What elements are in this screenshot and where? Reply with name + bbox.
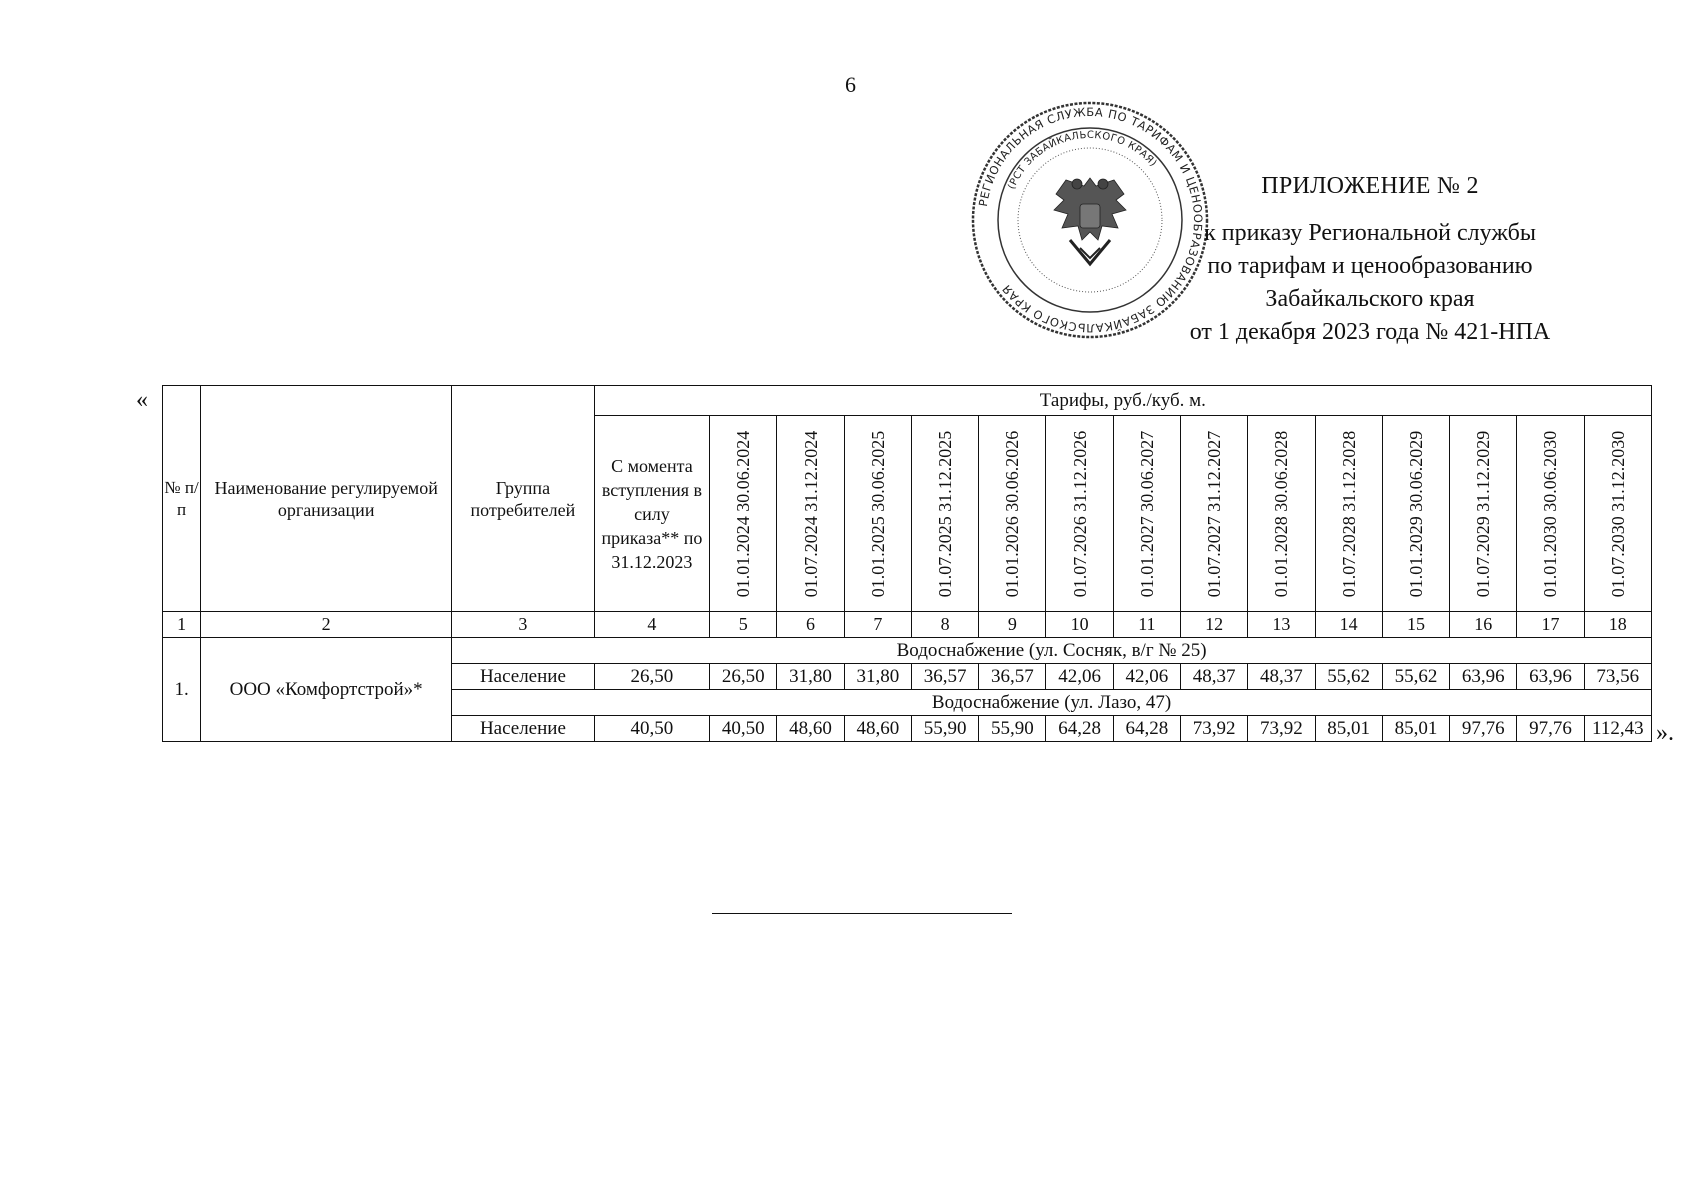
header-consumer-group: Группа потребителей: [452, 386, 595, 612]
consumer-group: Население: [452, 716, 595, 742]
appendix-line-2: по тарифам и ценообразованию: [1207, 253, 1533, 279]
tariff-cell: 48,37: [1181, 664, 1248, 690]
header-no: № п/п: [163, 386, 201, 612]
organization-name: ООО «Комфортстрой»*: [201, 638, 452, 742]
appendix-line-4: от 1 декабря 2023 года № 421-НПА: [1189, 319, 1551, 345]
svg-text:(РСТ ЗАБАЙКАЛЬСКОГО КРАЯ): (РСТ ЗАБАЙКАЛЬСКОГО КРАЯ): [1006, 129, 1159, 191]
column-number: 15: [1382, 612, 1449, 638]
tariff-cell: 26,50: [710, 664, 777, 690]
header-tariffs: Тарифы, руб./куб. м.: [594, 386, 1651, 416]
tariff-cell: 40,50: [594, 716, 709, 742]
column-number: 16: [1450, 612, 1517, 638]
tariff-cell: 40,50: [710, 716, 777, 742]
header-period: 01.01.2028 30.06.2028: [1248, 416, 1315, 612]
tariff-cell: 63,96: [1517, 664, 1584, 690]
tariff-cell: 48,37: [1248, 664, 1315, 690]
tariff-cell: 85,01: [1382, 716, 1449, 742]
tariff-cell: 73,92: [1248, 716, 1315, 742]
tariff-cell: 36,57: [979, 664, 1046, 690]
consumer-group: Население: [452, 664, 595, 690]
tariff-cell: 73,56: [1584, 664, 1651, 690]
header-period: 01.07.2024 31.12.2024: [777, 416, 844, 612]
tariff-cell: 64,28: [1113, 716, 1180, 742]
tariff-cell: 31,80: [777, 664, 844, 690]
tariff-cell: 112,43: [1584, 716, 1651, 742]
appendix-line-3: Забайкальского края: [1265, 286, 1475, 312]
header-period: 01.07.2030 31.12.2030: [1584, 416, 1651, 612]
tariff-cell: 64,28: [1046, 716, 1113, 742]
appendix-title: ПРИЛОЖЕНИЕ № 2: [1261, 173, 1479, 199]
header-period: 01.01.2030 30.06.2030: [1517, 416, 1584, 612]
column-number: 5: [710, 612, 777, 638]
page-number: 6: [845, 72, 856, 97]
tariff-cell: 42,06: [1046, 664, 1113, 690]
tariff-cell: 26,50: [594, 664, 709, 690]
tariff-cell: 73,92: [1181, 716, 1248, 742]
column-number: 2: [201, 612, 452, 638]
column-number: 7: [844, 612, 911, 638]
column-number: 17: [1517, 612, 1584, 638]
tariff-cell: 48,60: [844, 716, 911, 742]
end-divider: [712, 913, 1012, 914]
tariff-cell: 55,62: [1315, 664, 1382, 690]
tariffs-table: [162, 385, 1652, 742]
closing-quote: ».: [1656, 720, 1674, 746]
tariff-cell: 55,90: [911, 716, 978, 742]
section-row: [163, 638, 1652, 664]
column-number: 4: [594, 612, 709, 638]
tariff-cell: 97,76: [1450, 716, 1517, 742]
header-period: 01.07.2028 31.12.2028: [1315, 416, 1382, 612]
tariff-cell: 55,90: [979, 716, 1046, 742]
tariff-cell: 36,57: [911, 664, 978, 690]
header-period: 01.01.2026 30.06.2026: [979, 416, 1046, 612]
header-period: 01.07.2027 31.12.2027: [1181, 416, 1248, 612]
column-number: 12: [1181, 612, 1248, 638]
tariff-cell: 42,06: [1113, 664, 1180, 690]
column-numbers-row: [163, 612, 1652, 638]
column-number: 9: [979, 612, 1046, 638]
header-period: 01.07.2026 31.12.2026: [1046, 416, 1113, 612]
tariff-cell: 55,62: [1382, 664, 1449, 690]
column-number: 6: [777, 612, 844, 638]
row-number: 1.: [163, 638, 201, 742]
section-title: Водоснабжение (ул. Лазо, 47): [452, 690, 1652, 716]
column-number: 11: [1113, 612, 1180, 638]
header-first-period: С момента вступления в силу приказа** по 31.12.2023: [594, 416, 709, 612]
header-period: 01.01.2024 30.06.2024: [710, 416, 777, 612]
header-period: 01.01.2025 30.06.2025: [844, 416, 911, 612]
header-period: 01.01.2027 30.06.2027: [1113, 416, 1180, 612]
header-organization: Наименование регулируемой организации: [201, 386, 452, 612]
appendix-line-1: к приказу Региональной службы: [1204, 220, 1536, 246]
section-title: Водоснабжение (ул. Сосняк, в/г № 25): [452, 638, 1652, 664]
header-period: 01.01.2029 30.06.2029: [1382, 416, 1449, 612]
tariff-cell: 97,76: [1517, 716, 1584, 742]
tariff-cell: 31,80: [844, 664, 911, 690]
column-number: 18: [1584, 612, 1651, 638]
tariff-cell: 63,96: [1450, 664, 1517, 690]
appendix-header: [1150, 170, 1590, 349]
svg-text:РЕГИОНАЛЬНАЯ СЛУЖБА ПО ТАРИФАМ: РЕГИОНАЛЬНАЯ СЛУЖБА ПО ТАРИФАМ И ЦЕНООБРАЗОВАНИЮ ЗАБАЙКАЛЬСКОГО КРАЯ: [975, 104, 1206, 336]
column-number: 14: [1315, 612, 1382, 638]
tariff-cell: 48,60: [777, 716, 844, 742]
column-number: 1: [163, 612, 201, 638]
header-period: 01.07.2029 31.12.2029: [1450, 416, 1517, 612]
header-period: 01.07.2025 31.12.2025: [911, 416, 978, 612]
column-number: 10: [1046, 612, 1113, 638]
column-number: 8: [911, 612, 978, 638]
column-number: 13: [1248, 612, 1315, 638]
tariff-cell: 85,01: [1315, 716, 1382, 742]
column-number: 3: [452, 612, 595, 638]
opening-quote: «: [136, 387, 148, 413]
